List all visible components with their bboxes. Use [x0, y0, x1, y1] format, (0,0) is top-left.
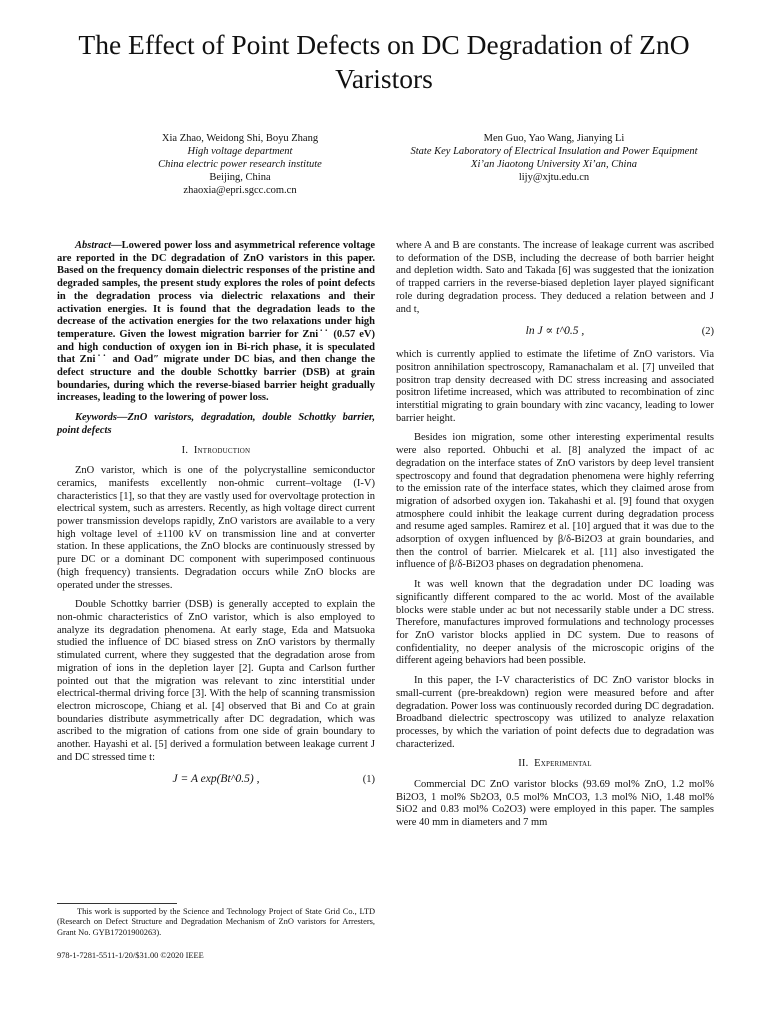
section-number: I. — [181, 444, 189, 456]
paragraph: ZnO varistor, which is one of the polycrystalline semiconductor ceramics, manifests excellently non-ohmic current–voltage (I-V) characteristics [1], so that they are vastly used for overvoltage protection in electrical system, such as arresters. Recently, as high voltage direct current power transmission develops rapidly, ZnO varistors are available to a very high voltage level of ±1100 kV on transmission line and at converter station. In these applications, the ZnO blocks are continuously stressed by pure DC or a dominant DC component with superimposed continuous (high frequency) transients. Degradation occurs while ZnO blocks are operated under the stresses. — [57, 465, 375, 591]
author-department: State Key Laboratory of Electrical Insulation and Power Equipment — [410, 146, 698, 157]
paragraph: which is currently applied to estimate the lifetime of ZnO varistors. Via positron annihilation spectroscopy, Ramanachalam et al. [7] unveiled that positron trap density decreased with DC stress increasing and associated positron lifetime increased, which was attributed to recombination of zinc interstitial migrating to grain boundary with zinc vacancy, leading to lower barrier height. — [396, 349, 714, 424]
author-email: lijy@xjtu.edu.cn — [518, 172, 590, 183]
equation-number: (1) — [362, 774, 375, 786]
paragraph: In this paper, the I-V characteristics of DC ZnO varistor blocks in small-current (pre-breakdown) region were measured before and after degradation. Power loss was continuously recorded during DC degradation. Broadband dielectric spectroscopy was utilized to analyze relaxation processes, by which the variation of point defects due to degradation was characterized. — [396, 675, 714, 750]
footnote-divider — [57, 903, 177, 904]
paragraph: where A and B are constants. The increase of leakage current was ascribed to deformation of the DSB, including the decrease of both barrier height and depletion width. Sato and Takada [6] was suggested that the ionization of trapped carriers in the reverse-biased depletion layer played significant role during degradation process. They deduced a relation between and J and t, — [396, 240, 714, 315]
equation-number: (2) — [701, 326, 714, 338]
section-title: Introduction — [193, 444, 251, 456]
equation-expression: J = A exp(Bt^0.5) , — [172, 773, 260, 786]
equation-1 — [57, 771, 375, 791]
right-column — [396, 240, 714, 837]
author-block-right — [404, 132, 704, 184]
paper-title: The Effect of Point Defects on DC Degradation of ZnO Varistors — [78, 29, 690, 94]
section-number: II. — [518, 758, 529, 770]
abstract — [57, 240, 375, 405]
section-heading-experimental — [396, 758, 714, 771]
author-email: zhaoxia@epri.sgcc.com.cn — [183, 185, 297, 196]
paragraph: Besides ion migration, some other interesting experimental results were also reported. Ohbuchi et al. [8] analyzed the impact of ac degradation on the interface states of ZnO varistors by deep level transient spectroscopy and found that degradation phenomena were highly referring to the emission rate of the interface states, which they claimed arose from migration of adsorbed oxygen ion. Takahashi et al. [9] found that oxygen atmosphere could inhibit the leakage current during degradation process and resume aged samples. Ramirez et al. [10] argued that it was due to the adsorption of oxygen influenced by β/δ-Bi2O3 at grain boundaries, and then the control of barrier. Mielcarek et al. [11] also investigated the influence of β/δ-Bi2O3 phases on degradation phenomena. — [396, 432, 714, 571]
paragraph: It was well known that the degradation under DC loading was significantly different compared to the ac world. Most of the available blocks were stable under ac but not necessarily stable under a DC stress. Therefore, manufactures improved formulations and technology processes for ZnO varistor blocks applied in DC system. Due to reasons of confidentiality, no deeper analysis of the microscopic origins of the different ageing behaviors had been possible. — [396, 579, 714, 667]
keywords: Keywords—ZnO varistors, degradation, double Schottky barrier, point defects — [57, 412, 375, 436]
left-column — [57, 240, 375, 797]
author-institution: Xi’an Jiaotong University Xi’an, China — [471, 159, 637, 170]
author-names: Men Guo, Yao Wang, Jianying Li — [483, 133, 625, 144]
footnote: This work is supported by the Science and Technology Project of State Grid Co., LTD (Research on Defect Structure and Degradation Mechanism of ZnO varistors for Arresters, Grant No. GYB17201900263). — [57, 907, 375, 937]
equation-expression: ln J ∝ t^0.5 , — [525, 325, 585, 338]
author-city: Beijing, China — [209, 172, 271, 183]
author-names: Xia Zhao, Weidong Shi, Boyu Zhang — [161, 133, 319, 144]
paragraph: Double Schottky barrier (DSB) is generally accepted to explain the non-ohmic characteristics of ZnO varistor, which is also employed to analyze its degradation phenomena. At early stage, Eda and Matsuoka studied the influence of DC biased stress on ZnO varistors by thermally stimulated current, where they suggested that the degradation arose from migration of ions in the depletion layer [2]. Gupta and Carlson further pointed out that the migration was relevant to zinc interstitial under electrical-thermal driving force [3]. With the help of scanning transmission electron microscope, Chiang et al. [4] observed that Bi and Co at grain boundaries distribute asymmetrically after DC degradation, which was ascribed to the migration of cations from one side of grain boundary to another. Hayashi et al. [5] derived a formulation between leakage current J and DC stressed time t: — [57, 599, 375, 763]
author-institution: China electric power research institute — [158, 159, 322, 170]
paragraph: Commercial DC ZnO varistor blocks (93.69 mol% ZnO, 1.2 mol% Bi2O3, 1 mol% Sb2O3, 0.5 mol% MnCO3, 1.3 mol% NiO, 1.48 mol% SiO2 and 0.83 mol% Co2O3) were employed in this paper. The samples were 40 mm in diameters and 7 mm — [396, 779, 714, 829]
author-department: High voltage department — [187, 146, 293, 157]
isbn-line: 978-1-7281-5511-1/20/$31.00 ©2020 IEEE — [57, 951, 204, 960]
equation-2 — [396, 323, 714, 343]
abstract-text: —Lowered power loss and asymmetrical reference voltage are reported in the DC degradation of ZnO varistors in this paper. Based on the frequency domain dielectric responses of the pristine and degraded samples, the present study explores the roles of point defects in the degradation process via dielectric relaxations and their activation energies. It is found that the degradation leads to the decrease of the activation energies for the two relaxations under high temperature. Given the lowest migration barrier for Zni˙˙ (0.57 eV) and high conduction of oxygen ion in Bi-rich phase, it is speculated that Zni˙˙ and Oad″ migrate under DC bias, and then change the defect structure and the double Schottky barrier (DSB) at grain boundaries, during which the reverse-biased barrier height gradually increases, leading to the lowering of power loss. — [57, 240, 375, 404]
section-title: Experimental — [534, 758, 592, 770]
author-block-left — [90, 132, 390, 197]
abstract-lead: Abstract — [75, 240, 112, 251]
section-heading-introduction — [57, 445, 375, 458]
